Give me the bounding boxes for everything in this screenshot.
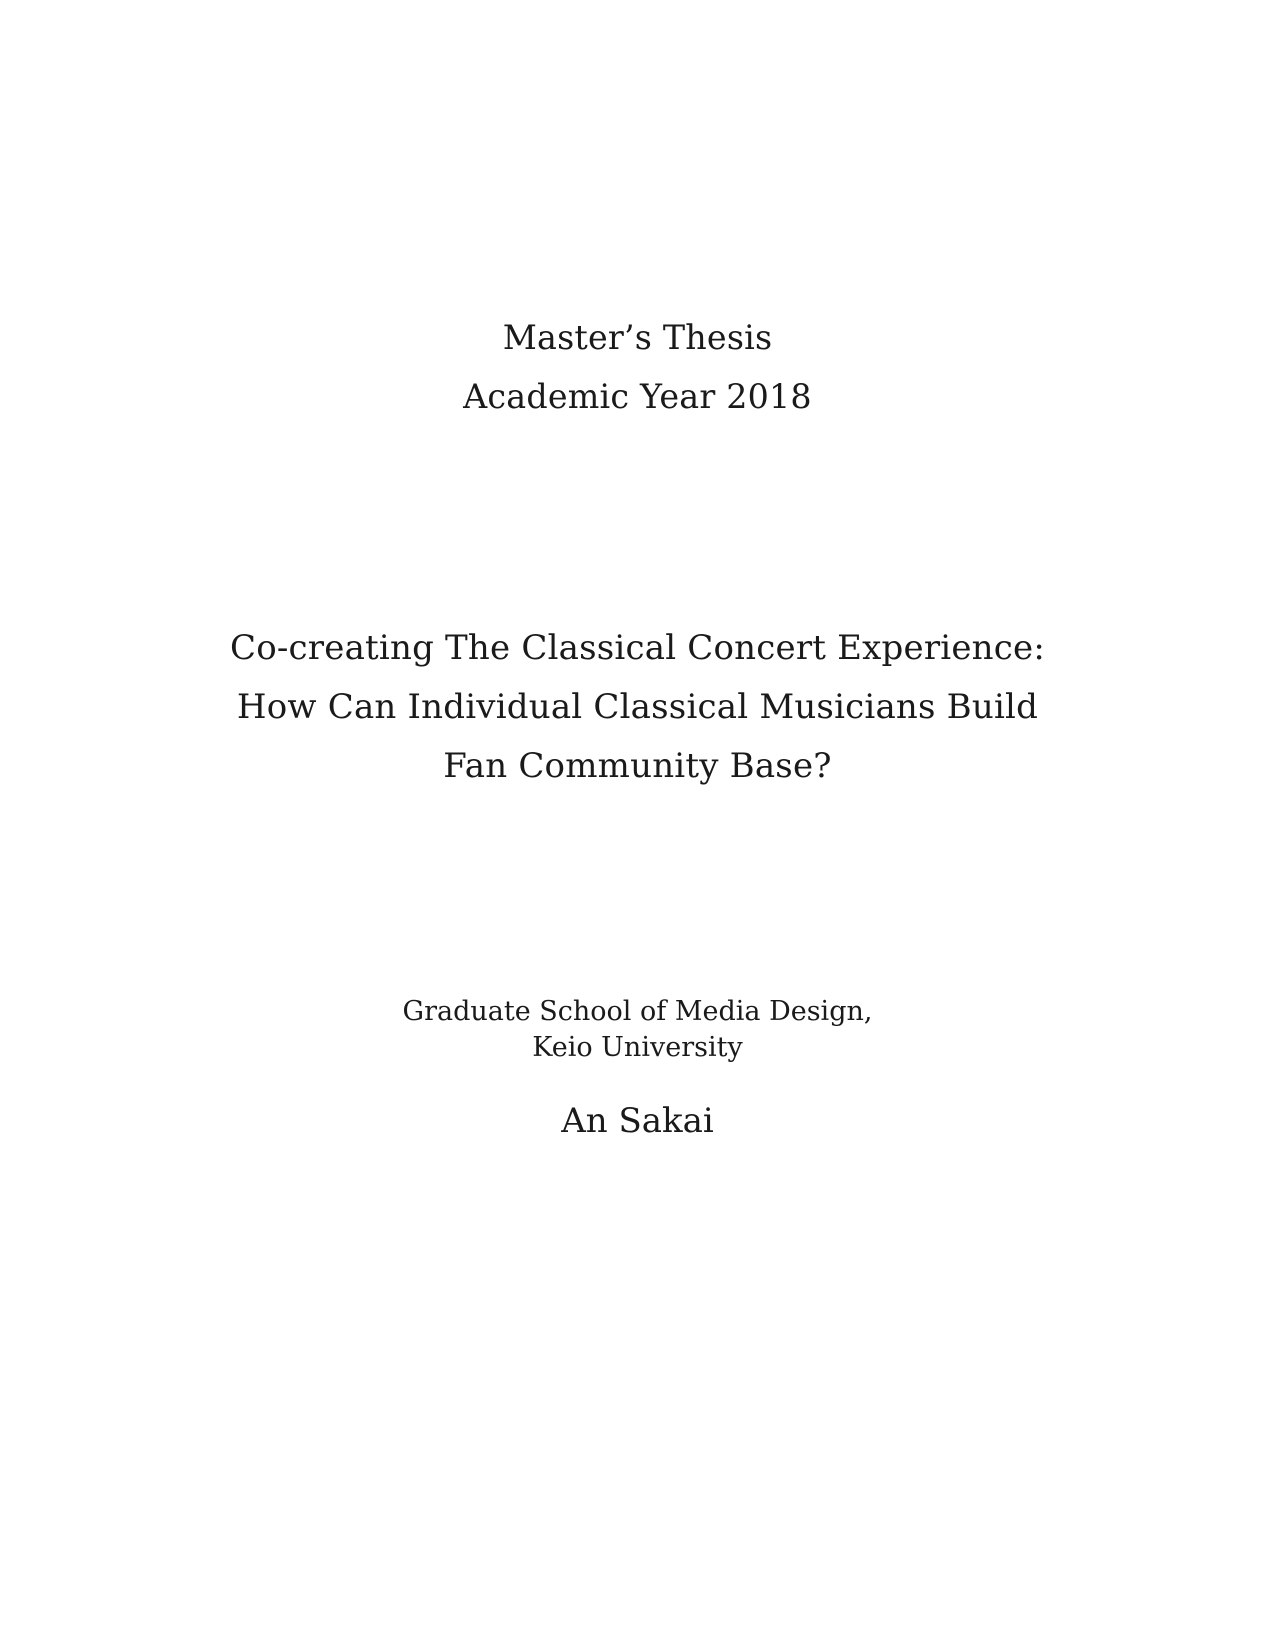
thesis-title-line-1: Co-creating The Classical Concert Experience: xyxy=(229,628,1045,668)
thesis-type: Master’s Thesis xyxy=(502,318,773,358)
author-name: An Sakai xyxy=(561,1101,714,1141)
affiliation-line-2: Keio University xyxy=(532,1032,743,1063)
affiliation-line-1: Graduate School of Media Design, xyxy=(402,996,873,1027)
thesis-title-line-3: Fan Community Base? xyxy=(443,746,832,786)
thesis-title-line-2: How Can Individual Classical Musicians Build xyxy=(236,687,1039,727)
academic-year: Academic Year 2018 xyxy=(463,377,812,417)
